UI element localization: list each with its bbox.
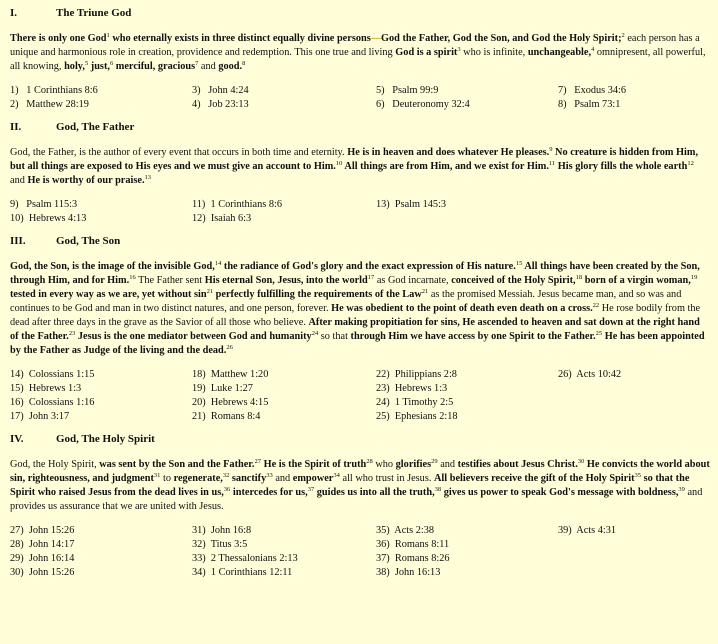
footnote-marker: 14 bbox=[214, 260, 222, 267]
text-run: omnipresent, all powerful, all knowing, bbox=[10, 47, 706, 72]
footnote-marker: 18 bbox=[575, 274, 583, 281]
footnote-marker: 17 bbox=[367, 274, 375, 281]
footnote-marker: 15 bbox=[515, 260, 523, 267]
footnote-marker: 21 bbox=[421, 288, 429, 295]
bold-text-run: who eternally exists in three distinct equally divine persons bbox=[109, 33, 371, 44]
reference-column bbox=[10, 198, 192, 226]
reference-column bbox=[376, 198, 558, 226]
text-run: all who trust in Jesus. bbox=[339, 473, 434, 484]
reference-item: 15) Hebrews 1:3 bbox=[10, 383, 82, 394]
bold-text-run: was sent by the Son and the Father. bbox=[99, 459, 255, 470]
footnote-marker: 36 bbox=[223, 486, 231, 493]
reference-item: 26) Acts 10:42 bbox=[558, 369, 622, 380]
section-numeral: IV. bbox=[10, 433, 24, 445]
footnote-marker: 38 bbox=[434, 486, 442, 493]
reference-item: 19) Luke 1:27 bbox=[192, 383, 253, 394]
bold-text-run: Jesus is the one mediator between God and humanity bbox=[75, 331, 312, 342]
text-run: who bbox=[372, 459, 396, 470]
footnote-marker: 16 bbox=[129, 274, 136, 281]
bold-text-run: He convicts the world about sin, righteousness, and judgment bbox=[10, 459, 710, 484]
footnote-marker: 34 bbox=[333, 472, 340, 479]
section-heading bbox=[10, 120, 710, 134]
section-title: God, The Son bbox=[56, 235, 121, 247]
footnote-marker: 27 bbox=[254, 458, 261, 465]
footnote-marker: 4 bbox=[591, 46, 595, 53]
reference-item: 21) Romans 8:4 bbox=[192, 411, 261, 422]
bold-text-run: regenerate, bbox=[173, 473, 223, 484]
reference-column bbox=[192, 368, 376, 424]
footnote-marker: 22 bbox=[592, 302, 600, 309]
scripture-references bbox=[10, 84, 710, 112]
reference-column bbox=[558, 524, 718, 580]
reference-item: 13) Psalm 145:3 bbox=[376, 199, 447, 210]
footnote-marker: 3 bbox=[457, 46, 461, 53]
reference-item: 6) Deuteronomy 32:4 bbox=[376, 99, 470, 110]
reference-item: 16) Colossians 1:16 bbox=[10, 397, 95, 408]
footnote-marker: 28 bbox=[366, 458, 373, 465]
bold-text-run: gives us power to speak God's message with boldness, bbox=[443, 487, 679, 498]
reference-item: 33) 2 Thessalonians 2:13 bbox=[192, 553, 298, 564]
bold-text-run: merciful, gracious bbox=[115, 61, 196, 72]
reference-column bbox=[10, 84, 192, 112]
bold-text-run: good. bbox=[218, 61, 243, 72]
section-paragraph bbox=[10, 260, 710, 358]
footnote-marker: 5 bbox=[84, 60, 89, 67]
bold-text-run: God the Father, God the Son, and God the Holy Spirit; bbox=[381, 33, 622, 44]
footnote-marker: 6 bbox=[109, 60, 114, 67]
bold-text-run: perfectly fulfilling the requirements of the Law bbox=[215, 289, 422, 300]
bold-text-run: All things are from Him, and we exist for Him. bbox=[342, 161, 549, 172]
bold-text-run: After making propitiation for sins, He ascended to heaven and sat down at the right hand of the Father. bbox=[10, 317, 700, 342]
bold-text-run: born of a virgin woman, bbox=[584, 275, 691, 286]
reference-item: 14) Colossians 1:15 bbox=[10, 369, 95, 380]
bold-text-run: glorifies bbox=[395, 459, 432, 470]
text-run: each person has a unique and harmonious role in creation, providence and redemption. This one true and living bbox=[10, 33, 700, 58]
text-run: He rose bodily from the dead after three days in the grave as the Savior of all those who believe. bbox=[10, 303, 701, 328]
bold-text-run: God, the Son, is the image of the invisible God, bbox=[10, 261, 215, 272]
reference-item: 5) Psalm 99:9 bbox=[376, 85, 439, 96]
bold-text-run: through Him we have access by one Spirit to the Father. bbox=[350, 331, 596, 342]
reference-column bbox=[558, 84, 718, 112]
text-run: and bbox=[272, 473, 293, 484]
text-run: to bbox=[160, 473, 174, 484]
reference-column bbox=[10, 368, 192, 424]
section-title: God, The Father bbox=[56, 121, 135, 133]
text-run: so that bbox=[318, 331, 351, 342]
section-3 bbox=[10, 234, 710, 424]
reference-item: 31) John 16:8 bbox=[192, 525, 252, 536]
reference-item: 12) Isaiah 6:3 bbox=[192, 213, 252, 224]
bold-text-run: His glory fills the whole earth bbox=[555, 161, 688, 172]
reference-item: 30) John 15:26 bbox=[10, 567, 75, 578]
bold-text-run: intercedes for us, bbox=[232, 487, 308, 498]
footnote-marker: 7 bbox=[195, 60, 199, 67]
bold-text-run: He is worthy of our praise. bbox=[27, 175, 145, 186]
section-4 bbox=[10, 432, 710, 580]
section-2 bbox=[10, 120, 710, 226]
section-numeral: III. bbox=[10, 235, 26, 247]
reference-column bbox=[192, 524, 376, 580]
section-paragraph bbox=[10, 32, 710, 74]
bold-text-run: — bbox=[370, 33, 382, 44]
bold-text-run: guides us into all the truth, bbox=[316, 487, 435, 498]
footnote-marker: 1 bbox=[106, 32, 110, 39]
reference-item: 27) John 15:26 bbox=[10, 525, 75, 536]
bold-text-run: He is in heaven and does whatever He pleases. bbox=[347, 147, 550, 158]
section-numeral: I. bbox=[10, 7, 18, 19]
footnote-marker: 23 bbox=[68, 330, 76, 337]
reference-column bbox=[376, 368, 558, 424]
footnote-marker: 37 bbox=[307, 486, 315, 493]
reference-item: 25) Ephesians 2:18 bbox=[376, 411, 458, 422]
bold-text-run: All believers receive the gift of the Holy Spirit bbox=[433, 473, 635, 484]
reference-column bbox=[10, 524, 192, 580]
section-paragraph bbox=[10, 458, 710, 514]
text-run: and bbox=[437, 459, 458, 470]
bold-text-run: unchangeable, bbox=[527, 47, 592, 58]
bold-text-run: just, bbox=[90, 61, 110, 72]
text-run: The Father sent bbox=[135, 275, 205, 286]
bold-text-run: He is the Spirit of truth bbox=[261, 459, 367, 470]
bold-text-run: His eternal Son, Jesus, into the world bbox=[204, 275, 368, 286]
text-run: as the promised Messiah. Jesus became man, and so was and continues to be God and man in two distinct natures, and one person, forever. bbox=[10, 289, 682, 314]
footnote-marker: 19 bbox=[690, 274, 698, 281]
text-run: who is infinite, bbox=[460, 47, 528, 58]
bold-text-run: All things have been created by the Son, through Him, and for Him. bbox=[10, 261, 700, 286]
reference-item: 20) Hebrews 4:15 bbox=[192, 397, 269, 408]
reference-item: 8) Psalm 73:1 bbox=[558, 99, 621, 110]
reference-column bbox=[558, 198, 718, 226]
bold-text-run: He was obedient to the point of death even death on a cross. bbox=[331, 303, 593, 314]
reference-item: 22) Philippians 2:8 bbox=[376, 369, 457, 380]
section-heading bbox=[10, 432, 710, 446]
section-1 bbox=[10, 6, 710, 112]
reference-item: 35) Acts 2:38 bbox=[376, 525, 435, 536]
footnote-marker: 24 bbox=[311, 330, 319, 337]
reference-item: 39) Acts 4:31 bbox=[558, 525, 617, 536]
text-run: and provides us assurance that we are united with Jesus. bbox=[10, 487, 703, 512]
footnote-marker: 10 bbox=[335, 160, 343, 167]
section-numeral: II. bbox=[10, 121, 22, 133]
reference-item: 28) John 14:17 bbox=[10, 539, 75, 550]
reference-item: 11) 1 Corinthians 8:6 bbox=[192, 199, 282, 210]
footnote-marker: 12 bbox=[687, 160, 694, 167]
reference-item: 18) Matthew 1:20 bbox=[192, 369, 269, 380]
reference-item: 37) Romans 8:26 bbox=[376, 553, 450, 564]
reference-column bbox=[558, 368, 718, 424]
reference-column bbox=[376, 524, 558, 580]
bold-text-run: There is only one God bbox=[10, 33, 107, 44]
reference-item: 7) Exodus 34:6 bbox=[558, 85, 627, 96]
reference-item: 29) John 16:14 bbox=[10, 553, 75, 564]
footnote-marker: 11 bbox=[548, 160, 556, 167]
section-paragraph bbox=[10, 146, 710, 188]
footnote-marker: 26 bbox=[226, 344, 233, 351]
section-heading bbox=[10, 234, 710, 248]
reference-item: 9) Psalm 115:3 bbox=[10, 199, 78, 210]
reference-item: 38) John 16:13 bbox=[376, 567, 441, 578]
footnote-marker: 2 bbox=[621, 32, 625, 39]
bold-text-run: holy, bbox=[64, 61, 85, 72]
bold-text-run: No creature is hidden from Him, but all things are exposed to His eyes and we must give an account to Him. bbox=[10, 147, 699, 172]
reference-item: 32) Titus 3:5 bbox=[192, 539, 248, 550]
bold-text-run: He has been appointed by the Father as Judge of the living and the dead. bbox=[10, 331, 705, 356]
scripture-references bbox=[10, 524, 710, 580]
reference-item: 24) 1 Timothy 2:5 bbox=[376, 397, 454, 408]
reference-column bbox=[192, 84, 376, 112]
scripture-references bbox=[10, 198, 710, 226]
section-title: The Triune God bbox=[56, 7, 132, 19]
reference-column bbox=[192, 198, 376, 226]
text-run: and bbox=[10, 175, 28, 186]
section-heading bbox=[10, 6, 710, 20]
bold-text-run: so that the Spirit who raised Jesus from the dead lives in us, bbox=[10, 473, 690, 498]
bold-text-run: the radiance of God's glory and the exact expression of His nature. bbox=[221, 261, 516, 272]
reference-item: 4) Job 23:13 bbox=[192, 99, 249, 110]
footnote-marker: 8 bbox=[242, 60, 246, 67]
text-run: and bbox=[198, 61, 219, 72]
reference-item: 1) 1 Corinthians 8:6 bbox=[10, 85, 98, 96]
footnote-marker: 29 bbox=[431, 458, 438, 465]
reference-column bbox=[376, 84, 558, 112]
footnote-marker: 31 bbox=[153, 472, 161, 479]
bold-text-run: tested in every way as we are, yet without sin bbox=[10, 289, 207, 300]
section-title: God, The Holy Spirit bbox=[56, 433, 155, 445]
bold-text-run: testifies about Jesus Christ. bbox=[457, 459, 578, 470]
footnote-marker: 13 bbox=[144, 174, 152, 181]
reference-item: 10) Hebrews 4:13 bbox=[10, 213, 87, 224]
bold-text-run: God is a spirit bbox=[395, 47, 458, 58]
bold-text-run: sanctify bbox=[231, 473, 267, 484]
text-run: as God incarnate, bbox=[374, 275, 452, 286]
scripture-references bbox=[10, 368, 710, 424]
reference-item: 17) John 3:17 bbox=[10, 411, 70, 422]
footnote-marker: 9 bbox=[549, 146, 553, 153]
footnote-marker: 35 bbox=[634, 472, 642, 479]
footnote-marker: 39 bbox=[678, 486, 685, 493]
reference-item: 23) Hebrews 1:3 bbox=[376, 383, 448, 394]
footnote-marker: 33 bbox=[266, 472, 273, 479]
reference-item: 34) 1 Corinthians 12:11 bbox=[192, 567, 293, 578]
footnote-marker: 25 bbox=[595, 330, 603, 337]
text-run: God, the Holy Spirit, bbox=[10, 459, 100, 470]
footnote-marker: 32 bbox=[222, 472, 230, 479]
footnote-marker: 30 bbox=[577, 458, 585, 465]
footnote-marker: 21 bbox=[206, 288, 214, 295]
bold-text-run: conceived of the Holy Spirit, bbox=[451, 275, 576, 286]
reference-item: 2) Matthew 28:19 bbox=[10, 99, 89, 110]
reference-item: 36) Romans 8:11 bbox=[376, 539, 450, 550]
text-run: God, the Father, is the author of every event that occurs in both time and eternity. bbox=[10, 147, 348, 158]
bold-text-run: empower bbox=[292, 473, 334, 484]
reference-item: 3) John 4:24 bbox=[192, 85, 249, 96]
